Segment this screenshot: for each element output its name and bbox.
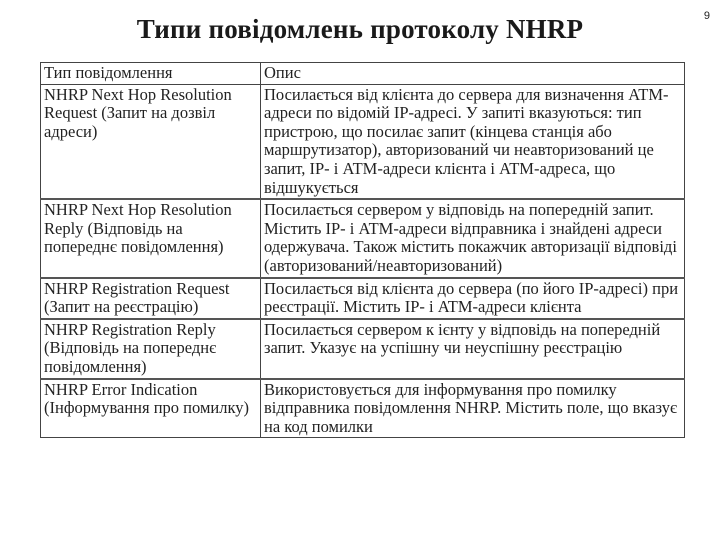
- header-description: Опис: [261, 63, 685, 85]
- cell-description: [261, 278, 685, 319]
- message-type-text: NHRP Error Indication (Інформування про помилку): [44, 379, 249, 418]
- cell-description: [261, 199, 685, 277]
- description-text: Посилається сервером к ієнту у відповідь на попередній запит. Указує на успішну чи неуспішну реєстрацію: [264, 319, 661, 358]
- slide-title: Типи повідомлень протоколу NHRP: [136, 14, 584, 44]
- table-row: [41, 319, 685, 379]
- table-row: [41, 84, 685, 199]
- message-type-text: NHRP Next Hop Resolution Reply (Відповідь на попереднє повідомлення): [44, 200, 232, 257]
- cell-message-type: [41, 379, 261, 438]
- cell-description: [261, 379, 685, 438]
- cell-message-type: [41, 278, 261, 319]
- table-row: [41, 278, 685, 319]
- cell-description: [261, 84, 685, 199]
- message-type-text: NHRP Registration Reply (Відповідь на попереднє повідомлення): [44, 319, 217, 376]
- message-types-table: [40, 62, 685, 438]
- cell-message-type: [41, 319, 261, 379]
- cell-message-type: [41, 199, 261, 277]
- description-text: Використовується для інформування про помилку відправника повідомлення NHRP. Містить поле, що вказує на код помилки: [264, 379, 678, 436]
- description-text: Посилається від клієнта до сервера для визначення ATM-адреси по відомій IP-адресі. У запиті вказуються: тип пристрою, що посилає запит (кінцева станція або маршрутизатор), авторизований чи неавторизований це запит, IP- і ATM-адреси клієнта і ATM-адреса, що відшукується: [264, 84, 669, 197]
- table-header-row: [41, 63, 685, 85]
- page-number: 9: [703, 10, 710, 22]
- description-text: Посилається сервером у відповідь на попередній запит. Містить IP- і ATM-адреси відправника і знайдені адреси одержувача. Також містить покажчик авторизації відповіді (авторизований/неавторизований): [264, 200, 677, 275]
- header-message-type: Тип повідомлення: [41, 63, 261, 85]
- cell-message-type: [41, 84, 261, 199]
- cell-description: [261, 319, 685, 379]
- table-row: [41, 199, 685, 277]
- table-row: [41, 379, 685, 438]
- message-type-text: NHRP Next Hop Resolution Request (Запит на дозвіл адреси): [44, 84, 232, 141]
- description-text: Посилається від клієнта до сервера (по його IP-адресі) при реєстрації. Містить IP- і ATM-адреси клієнта: [264, 278, 679, 317]
- message-type-text: NHRP Registration Request (Запит на реєстрацію): [44, 278, 230, 317]
- message-types-table-wrap: [40, 62, 684, 522]
